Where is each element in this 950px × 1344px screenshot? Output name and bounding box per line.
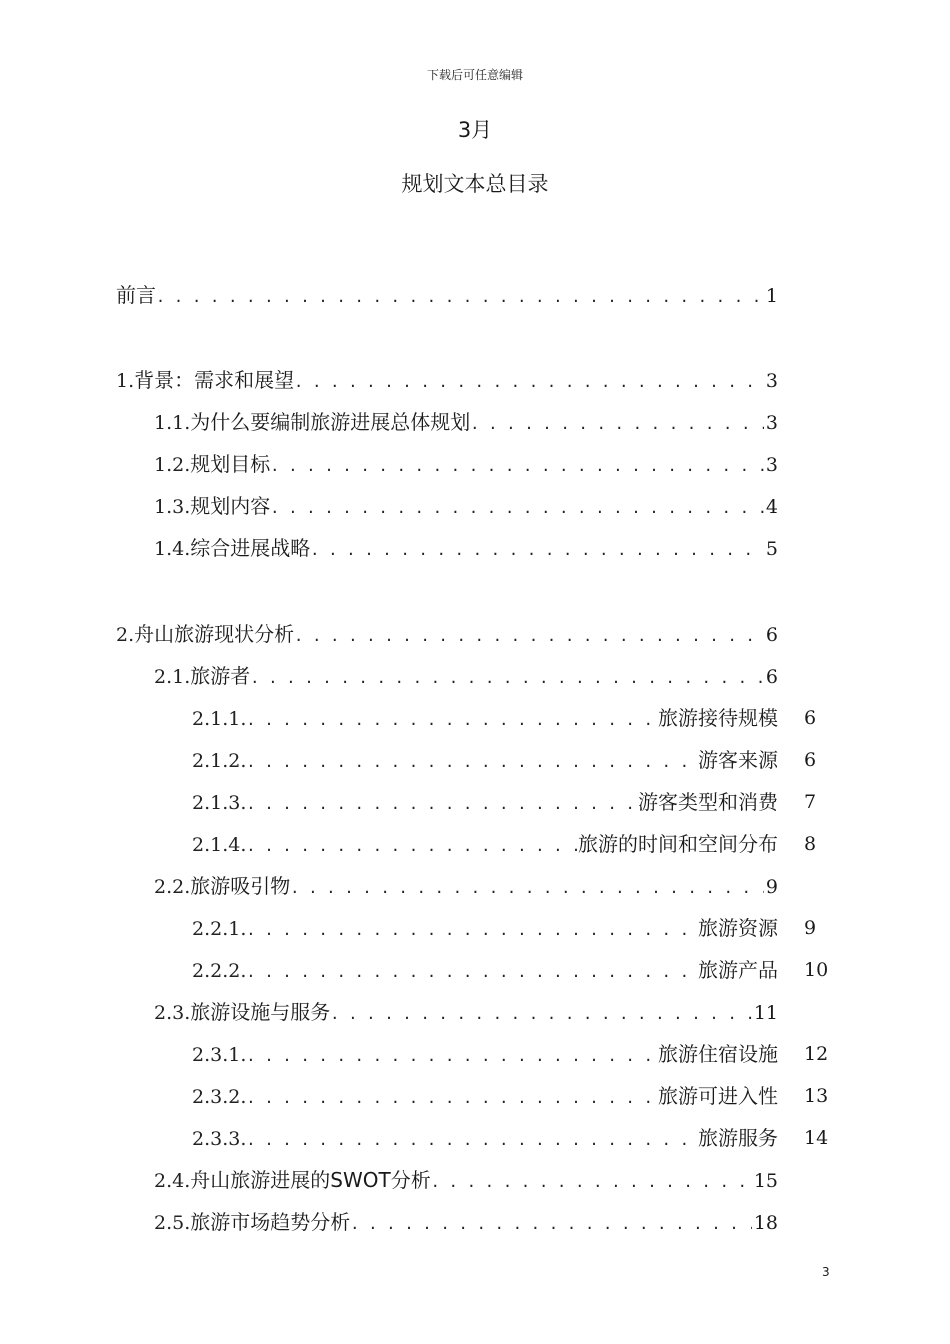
- toc-leader-dots: [270, 452, 764, 478]
- toc-entry-number: 2.3.: [154, 1002, 191, 1024]
- toc-entry-text: 为什么要编制旅游进展总体规划: [190, 410, 471, 434]
- toc-leader-dots: [250, 664, 764, 690]
- toc-entry-2-3-1[interactable]: [192, 1040, 778, 1068]
- toc-entry-number: 2.1.3.: [192, 792, 247, 814]
- toc-leader-dots: [246, 958, 698, 984]
- toc-leader-dots: [246, 706, 658, 732]
- toc-entry-text: 旅游市场趋势分析: [190, 1210, 351, 1234]
- toc-entry-text: 旅游资源: [698, 916, 778, 940]
- toc-entry-1-4[interactable]: [154, 534, 778, 562]
- page-number: 3: [822, 1265, 830, 1279]
- toc-entry-number: 1.1.: [154, 412, 191, 434]
- toc-entry-page: 5: [765, 538, 778, 560]
- toc-entry-2-3-3[interactable]: [192, 1124, 778, 1152]
- toc-entry-2-2-1[interactable]: [192, 914, 778, 942]
- toc-entry-page: 13: [804, 1085, 829, 1107]
- toc-entry-page: 14: [804, 1127, 829, 1149]
- toc-entry-text: 背景：需求和展望: [134, 368, 295, 392]
- toc-entry-text: 游客来源: [698, 748, 778, 772]
- toc-entry-text: 游客类型和消费: [638, 790, 778, 814]
- document-title: 规划文本总目录: [401, 172, 549, 196]
- toc-entry-1-1[interactable]: [154, 408, 778, 436]
- toc-entry-number: 1.4.: [154, 538, 191, 560]
- toc-entry-page: 1: [765, 285, 778, 307]
- toc-entry-text: 旅游可进入性: [658, 1084, 778, 1108]
- toc-entry-page: 9: [765, 876, 778, 898]
- toc-leader-dots: [270, 494, 764, 520]
- toc-entry-page: 15: [753, 1170, 778, 1192]
- toc-entry-text: 旅游住宿设施: [658, 1042, 778, 1066]
- toc-entry-text: 旅游者: [190, 664, 251, 688]
- toc-entry-number: 2.4.: [154, 1170, 191, 1192]
- toc-entry-2-1-1[interactable]: [192, 704, 778, 732]
- toc-entry-text: 前言: [116, 283, 156, 307]
- toc-entry-number: 2.2.: [154, 876, 191, 898]
- toc-leader-dots: [470, 410, 764, 436]
- toc-entry-number: 1.2.: [154, 454, 191, 476]
- toc-leader-dots: [290, 874, 764, 900]
- toc-entry-page: 6: [765, 624, 778, 646]
- toc-leader-dots: [246, 832, 578, 858]
- toc-entry-number: 2.5.: [154, 1212, 191, 1234]
- toc-entry-2-3[interactable]: [154, 998, 778, 1026]
- toc-entry-page: 6: [765, 666, 778, 688]
- toc-leader-dots: [246, 748, 698, 774]
- toc-leader-dots: [330, 1000, 752, 1026]
- toc-entry-2-1-4[interactable]: [192, 830, 778, 858]
- toc-entry-page: 10: [804, 959, 829, 981]
- toc-entry-text: 旅游接待规模: [658, 706, 778, 730]
- toc-entry-number: 2.1.: [154, 666, 191, 688]
- toc-entry-text: 规划目标: [190, 452, 271, 476]
- toc-entry-text: 旅游的时间和空间分布: [578, 832, 778, 856]
- toc-entry-text: 舟山旅游现状分析: [134, 622, 295, 646]
- toc-entry-page: 3: [765, 370, 778, 392]
- toc-entry-page: 11: [753, 1002, 778, 1024]
- toc-entry-2-1-3[interactable]: [192, 788, 778, 816]
- toc-leader-dots: [294, 622, 764, 648]
- toc-entry-number: 2.2.2.: [192, 960, 247, 982]
- toc-leader-dots: [156, 283, 764, 309]
- toc-entry-number: 1.: [116, 370, 135, 392]
- toc-entry-page: 4: [765, 496, 778, 518]
- toc-entry-2-5[interactable]: [154, 1208, 778, 1236]
- toc-entry-2-1[interactable]: [154, 662, 778, 690]
- document-month: 3月: [457, 118, 493, 142]
- toc-entry-page: 6: [804, 749, 817, 771]
- toc-entry-2-2-2[interactable]: [192, 956, 778, 984]
- toc-entry-number: 2.3.2.: [192, 1086, 247, 1108]
- toc-leader-dots: [246, 1126, 698, 1152]
- toc-entry-2-1-2[interactable]: [192, 746, 778, 774]
- toc-entry-number: 2.2.1.: [192, 918, 247, 940]
- toc-entry-2-4[interactable]: [154, 1166, 778, 1194]
- toc-entry-number: 2.3.1.: [192, 1044, 247, 1066]
- toc-leader-dots: [246, 1042, 658, 1068]
- toc-entry-number: 1.3.: [154, 496, 191, 518]
- toc-entry-1-2[interactable]: [154, 450, 778, 478]
- toc-entry-page: 18: [753, 1212, 778, 1234]
- toc-entry-text: 规划内容: [190, 494, 271, 518]
- toc-leader-dots: [350, 1210, 752, 1236]
- toc-leader-dots: [431, 1168, 752, 1194]
- toc-entry-1-3[interactable]: [154, 492, 778, 520]
- toc-entry-number: 2.1.1.: [192, 708, 247, 730]
- toc-entry-page: 8: [804, 833, 817, 855]
- toc-entry-number: 2.3.3.: [192, 1128, 247, 1150]
- toc-leader-dots: [310, 536, 764, 562]
- toc-entry-text: 旅游吸引物: [190, 874, 291, 898]
- toc-entry-2-3-2[interactable]: [192, 1082, 778, 1110]
- toc-entry-text: 旅游产品: [698, 958, 778, 982]
- page-header-note: 下载后可任意编辑: [426, 68, 523, 82]
- toc-entry-text: 舟山旅游进展的SWOT分析: [190, 1168, 431, 1192]
- toc-entry-1[interactable]: [116, 366, 778, 394]
- toc-entry-number: 2.1.2.: [192, 750, 247, 772]
- toc-entry-2-2[interactable]: [154, 872, 778, 900]
- toc-entry-text: 旅游设施与服务: [190, 1000, 331, 1024]
- toc-entry-page: 9: [804, 917, 817, 939]
- toc-leader-dots: [294, 368, 764, 394]
- toc-entry-page: 3: [765, 454, 778, 476]
- toc-entry-page: 12: [804, 1043, 829, 1065]
- toc-entry-text: 综合进展战略: [190, 536, 311, 560]
- toc-leader-dots: [246, 790, 638, 816]
- toc-entry-number: 2.: [116, 624, 135, 646]
- toc-entry-number: 2.1.4.: [192, 834, 247, 856]
- toc-entry-page: 6: [804, 707, 817, 729]
- toc-entry-2[interactable]: [116, 620, 778, 648]
- toc-entry-preface[interactable]: [116, 281, 778, 309]
- toc-entry-text: 旅游服务: [698, 1126, 778, 1150]
- toc-leader-dots: [246, 1084, 658, 1110]
- toc-leader-dots: [246, 916, 698, 942]
- toc-entry-page: 7: [804, 791, 817, 813]
- toc-entry-page: 3: [765, 412, 778, 434]
